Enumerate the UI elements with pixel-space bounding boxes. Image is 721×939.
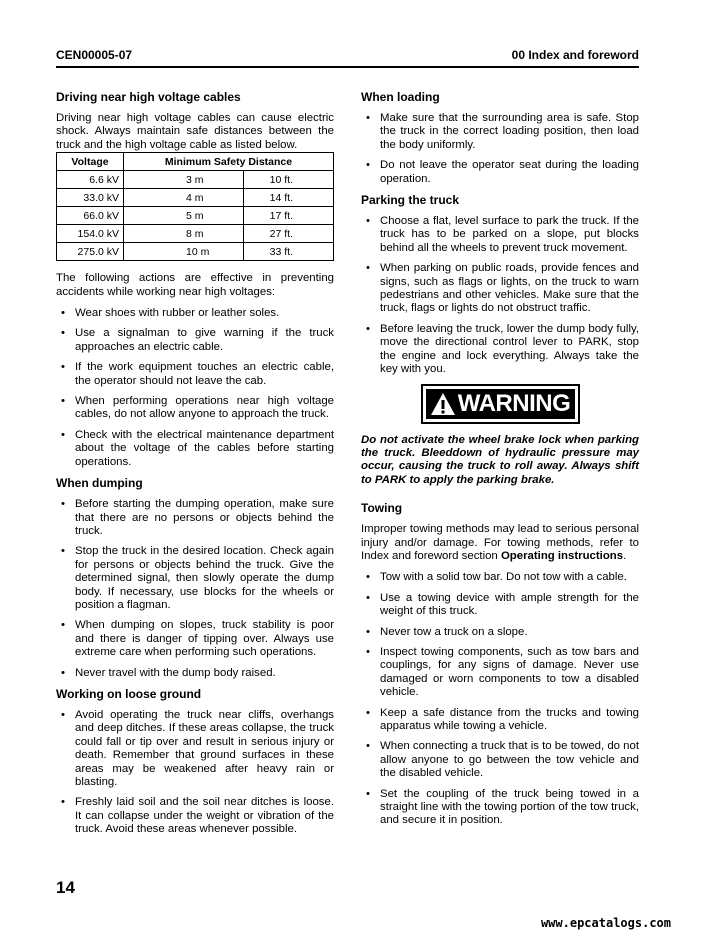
- high-voltage-list: [56, 307, 334, 469]
- safety-distance-table: [56, 152, 334, 261]
- towing-intro-text: Improper towing methods may lead to serious personal injury and/or damage. For towing methods, refer to Index and foreword section: [361, 523, 639, 562]
- list-item: • Keep a safe distance from the trucks and towing apparatus while towing a vehicle.: [361, 707, 639, 734]
- loading-list: [361, 112, 639, 186]
- table-row: [57, 243, 334, 261]
- list-item: • Set the coupling of the truck being towed in a straight line with the towing portion of the tow truck, and secure it in position.: [361, 788, 639, 828]
- dumping-heading: When dumping: [56, 476, 143, 491]
- list-item: • Tow with a solid tow bar. Do not tow with a cable.: [361, 571, 639, 584]
- loading-section: [361, 90, 639, 186]
- list-item: • Never tow a truck on a slope.: [361, 626, 639, 639]
- high-voltage-intro: Driving near high voltage cables can cause electric shock. Always maintain safe distances between the truck and the high voltage cable as listed below.: [56, 112, 334, 151]
- list-item: • Stop the truck in the desired location. Check again for persons or objects behind the truck. Give the determined signal, then slowly operate the dump body. If necessary, use blocks for the wheels or position a flagman.: [56, 545, 334, 612]
- parking-heading: Parking the truck: [361, 193, 460, 208]
- loose-ground-list: [56, 709, 334, 837]
- loose-ground-heading: Working on loose ground: [56, 686, 202, 701]
- list-item: • Use a towing device with ample strength for the weight of this truck.: [361, 592, 639, 619]
- list-item: • When connecting a truck that is to be towed, do not allow anyone to go between the tow vehicle and the disabled vehicle.: [361, 740, 639, 780]
- right-column: [361, 90, 639, 835]
- left-column: [56, 90, 334, 844]
- towing-section: [361, 501, 639, 828]
- table-row: [57, 225, 334, 243]
- list-item: • Inspect towing components, such as tow bars and couplings, for any signs of damage. Never use damaged or worn components to tow a disabled vehicle.: [361, 646, 639, 700]
- loose-ground-section: [56, 687, 334, 837]
- voltage-cell: 6.6 kV: [57, 171, 124, 189]
- loading-heading: When loading: [361, 90, 440, 104]
- distance-column-header: Minimum Safety Distance: [124, 153, 334, 171]
- voltage-cell: 33.0 kV: [57, 189, 124, 207]
- table-row: [57, 207, 334, 225]
- voltage-cell: 154.0 kV: [57, 225, 124, 243]
- warning-label: [421, 384, 580, 424]
- meters-cell: 8 m: [124, 225, 244, 243]
- list-item: • Check with the electrical maintenance department about the voltage of the cables before starting operations.: [56, 429, 334, 469]
- towing-intro-reference: Operating instructions: [500, 549, 624, 562]
- towing-intro: [361, 523, 639, 563]
- table-row: [57, 171, 334, 189]
- towing-intro-end: .: [623, 549, 627, 562]
- warning-triangle-icon: [430, 392, 456, 416]
- meters-cell: 5 m: [124, 207, 244, 225]
- list-item: • Do not leave the operator seat during the loading operation.: [361, 159, 639, 186]
- table-header-row: [57, 153, 334, 171]
- voltage-column-header: Voltage: [57, 153, 124, 171]
- voltage-cell: 275.0 kV: [57, 243, 124, 261]
- dumping-section: [56, 476, 334, 680]
- list-item: • When dumping on slopes, truck stability is poor and there is danger of tipping over. Always use extreme care when performing such operations.: [56, 619, 334, 659]
- parking-list: [361, 215, 639, 376]
- list-item: • Wear shoes with rubber or leather soles.: [56, 307, 334, 320]
- meters-cell: 3 m: [124, 171, 244, 189]
- feet-cell: 33 ft.: [243, 243, 333, 261]
- meters-cell: 10 m: [124, 243, 244, 261]
- section-title: 00 Index and foreword: [511, 48, 639, 62]
- list-item: • When parking on public roads, provide fences and signs, such as flags or lights, on the truck to warn pedestrians and other vehicles. Make sure that the truck, flags or lights do not obstruct traffic.: [361, 262, 639, 316]
- towing-list: [361, 571, 639, 828]
- list-item: • If the work equipment touches an electric cable, the operator should not leave the cab.: [56, 361, 334, 388]
- list-item: • Make sure that the surrounding area is safe. Stop the truck in the correct loading position, then load the body uniformly.: [361, 112, 639, 152]
- warning-word: WARNING: [457, 389, 571, 417]
- warning-text: Do not activate the wheel brake lock when parking the truck. Bleeddown of hydraulic pressure may occur, causing the truck to roll away. Always shift to PARK to apply the parking brake.: [361, 433, 639, 486]
- list-item: • Use a signalman to give warning if the truck approaches an electric cable.: [56, 327, 334, 354]
- list-item: • Before starting the dumping operation, make sure that there are no persons or objects behind the truck.: [56, 498, 334, 538]
- feet-cell: 27 ft.: [243, 225, 333, 243]
- dumping-list: [56, 498, 334, 680]
- high-voltage-section: [56, 90, 334, 469]
- document-id: CEN00005-07: [56, 48, 133, 62]
- warning-label-inner: [426, 389, 575, 419]
- feet-cell: 10 ft.: [243, 171, 333, 189]
- voltage-cell: 66.0 kV: [57, 207, 124, 225]
- parking-section: [361, 193, 639, 376]
- meters-cell: 4 m: [124, 189, 244, 207]
- list-item: • When performing operations near high voltage cables, do not allow anyone to approach the truck.: [56, 395, 334, 422]
- list-item: • Avoid operating the truck near cliffs, overhangs and deep ditches. If these areas collapse, the truck could fall or tip over and result in serious injury or death. Remember that ground surfaces in these areas may be weakened after heavy rain or blasting.: [56, 709, 334, 789]
- towing-heading: Towing: [361, 501, 403, 516]
- page-number: 14: [56, 878, 75, 897]
- table-row: [57, 189, 334, 207]
- feet-cell: 14 ft.: [243, 189, 333, 207]
- high-voltage-heading: Driving near high voltage cables: [56, 90, 241, 104]
- page-header: [56, 46, 639, 68]
- list-item: • Before leaving the truck, lower the dump body fully, move the directional control lever to PARK, stop the engine and lock everything. Always take the key with you.: [361, 323, 639, 377]
- actions-intro: The following actions are effective in preventing accidents while working near high voltages:: [56, 272, 334, 298]
- list-item: • Never travel with the dump body raised.: [56, 667, 334, 680]
- watermark: www.epcatalogs.com: [540, 916, 671, 930]
- feet-cell: 17 ft.: [243, 207, 333, 225]
- list-item: • Freshly laid soil and the soil near ditches is loose. It can collapse under the weight or vibration of the truck. Avoid these areas whenever possible.: [56, 796, 334, 836]
- list-item: • Choose a flat, level surface to park the truck. If the truck has to be parked on a slope, put blocks behind all the wheels to prevent truck movement.: [361, 215, 639, 255]
